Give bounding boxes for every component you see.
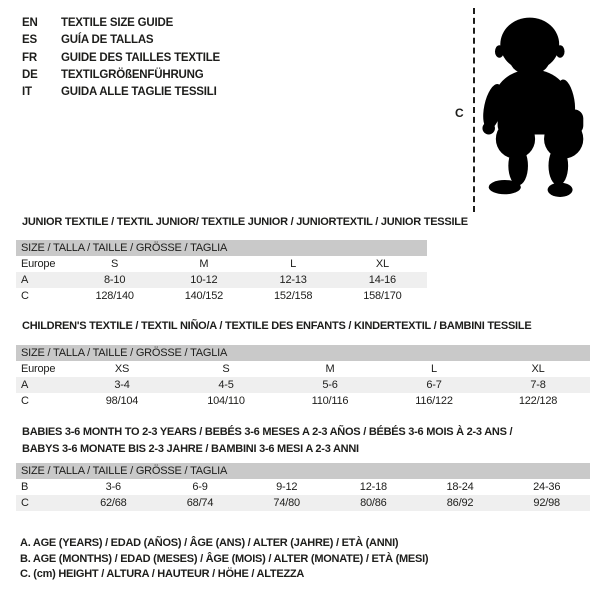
- row-label: Europe: [21, 363, 56, 375]
- table-cell: 10-12: [190, 274, 218, 286]
- children-table-title-text: CHILDREN'S TEXTILE / TEXTIL NIÑO/A / TEXTILE DES ENFANTS / KINDERTEXTIL / BAMBINI TESSILE: [22, 320, 532, 332]
- babies-size-table: [16, 463, 590, 511]
- table-cell: 68/74: [186, 497, 214, 509]
- table-cell: M: [199, 258, 209, 270]
- table-cell: 122/128: [518, 395, 558, 407]
- legend-line-a: A. AGE (YEARS) / EDAD (AÑOS) / ÂGE (ANS) / ALTER (JAHRE) / ETÀ (ANNI): [20, 537, 399, 549]
- row-label: B: [21, 481, 29, 493]
- size-header-bar: [16, 463, 590, 479]
- table-cell: 128/140: [95, 290, 134, 302]
- row-label: C: [21, 290, 29, 302]
- table-row-height: [16, 288, 427, 304]
- table-cell: 12-18: [359, 481, 387, 493]
- language-title: GUIDE DES TAILLES TEXTILE: [61, 51, 220, 64]
- language-code: ES: [22, 34, 37, 47]
- language-row-en: [22, 15, 220, 32]
- table-cell: M: [325, 363, 335, 375]
- baby-silhouette-icon: [478, 7, 594, 212]
- row-label: A: [21, 379, 29, 391]
- legend-line-c: C. (cm) HEIGHT / ALTURA / HAUTEUR / HÖHE / ALTEZZA: [20, 568, 305, 581]
- table-cell: 24-36: [533, 481, 561, 493]
- table-cell: 110/116: [311, 395, 349, 407]
- table-cell: 4-5: [218, 379, 234, 391]
- language-title: GUÍA DE TALLAS: [61, 34, 154, 47]
- junior-table-title: [22, 214, 468, 231]
- legend-line-b: B. AGE (MONTHS) / EDAD (MESES) / ÂGE (MOIS) / ALTER (MONATE) / ETÀ (MESI): [20, 552, 429, 565]
- table-cell: S: [111, 258, 119, 270]
- table-cell: 12-13: [279, 274, 307, 286]
- table-cell: XS: [114, 363, 130, 375]
- language-code: EN: [22, 17, 38, 29]
- table-cell: 86/92: [446, 497, 474, 509]
- row-label: C: [21, 395, 29, 407]
- table-cell: 98/104: [105, 395, 139, 407]
- table-cell: 5-6: [322, 379, 338, 391]
- table-cell: 152/158: [273, 290, 313, 302]
- legend: [20, 536, 428, 583]
- table-cell: 6-9: [192, 481, 208, 493]
- table-cell: 92/98: [533, 497, 560, 509]
- table-cell: XL: [531, 363, 545, 375]
- table-row-height: [16, 495, 590, 511]
- table-cell: 9-12: [276, 481, 298, 493]
- table-row-height: [16, 393, 590, 409]
- table-cell: 80/86: [360, 497, 387, 509]
- row-label: C: [21, 497, 29, 509]
- table-cell: 3-4: [114, 379, 130, 391]
- table-cell: 3-6: [105, 481, 121, 493]
- babies-table-title-line1: BABIES 3-6 MONTH TO 2-3 YEARS / BEBÉS 3-6 MESES A 2-3 AÑOS / BÉBÉS 3-6 MOIS À 2-3 ANS /: [22, 426, 513, 438]
- language-code: IT: [22, 86, 32, 99]
- table-row-europe: [16, 361, 590, 377]
- height-measure-label: C: [455, 106, 464, 120]
- table-cell: XL: [375, 258, 389, 270]
- babies-table-title-line2: BABYS 3-6 MONATE BIS 2-3 JAHRE / BAMBINI 3-6 MESI A 2-3 ANNI: [22, 442, 359, 455]
- height-measure-line: [473, 8, 475, 212]
- table-cell: 7-8: [530, 379, 546, 391]
- language-row-es: [22, 32, 220, 49]
- table-cell: 18-24: [446, 481, 474, 493]
- babies-table-title: [22, 424, 512, 457]
- language-code: FR: [22, 51, 37, 64]
- table-cell: 116/122: [415, 395, 453, 407]
- children-table-title: [22, 318, 531, 335]
- table-cell: S: [222, 363, 230, 375]
- table-row-months: [16, 479, 590, 495]
- table-cell: 140/152: [184, 290, 224, 302]
- size-header-bar: [16, 345, 590, 361]
- language-title: TEXTILGRÖßENFÜHRUNG: [61, 68, 204, 81]
- row-label: Europe: [21, 258, 56, 270]
- table-cell: 14-16: [368, 274, 396, 286]
- table-row-age: [16, 272, 427, 288]
- table-cell: 104/110: [207, 395, 245, 407]
- language-code: DE: [22, 68, 38, 81]
- language-row-fr: [22, 50, 220, 67]
- table-cell: 62/68: [100, 497, 127, 509]
- size-header-text: SIZE / TALLA / TAILLE / GRÖSSE / TAGLIA: [21, 242, 228, 254]
- table-cell: L: [431, 363, 437, 375]
- language-title: TEXTILE SIZE GUIDE: [61, 17, 174, 29]
- junior-size-table: [16, 240, 427, 304]
- junior-table-title-text: JUNIOR TEXTILE / TEXTIL JUNIOR/ TEXTILE JUNIOR / JUNIORTEXTIL / JUNIOR TESSILE: [22, 216, 468, 228]
- language-row-it: [22, 84, 220, 101]
- table-row-europe: [16, 256, 427, 272]
- size-header-text: SIZE / TALLA / TAILLE / GRÖSSE / TAGLIA: [21, 465, 228, 477]
- table-row-age: [16, 377, 590, 393]
- language-title-list: [22, 15, 220, 101]
- row-label: A: [21, 274, 29, 286]
- table-cell: 74/80: [273, 497, 300, 509]
- table-cell: 158/170: [363, 290, 402, 302]
- children-size-table: [16, 345, 590, 409]
- table-cell: L: [290, 258, 297, 270]
- size-header-bar: [16, 240, 427, 256]
- table-cell: 6-7: [426, 379, 442, 391]
- table-cell: 8-10: [104, 274, 126, 286]
- language-row-de: [22, 67, 220, 84]
- size-header-text: SIZE / TALLA / TAILLE / GRÖSSE / TAGLIA: [21, 347, 228, 359]
- language-title: GUIDA ALLE TAGLIE TESSILI: [61, 86, 217, 99]
